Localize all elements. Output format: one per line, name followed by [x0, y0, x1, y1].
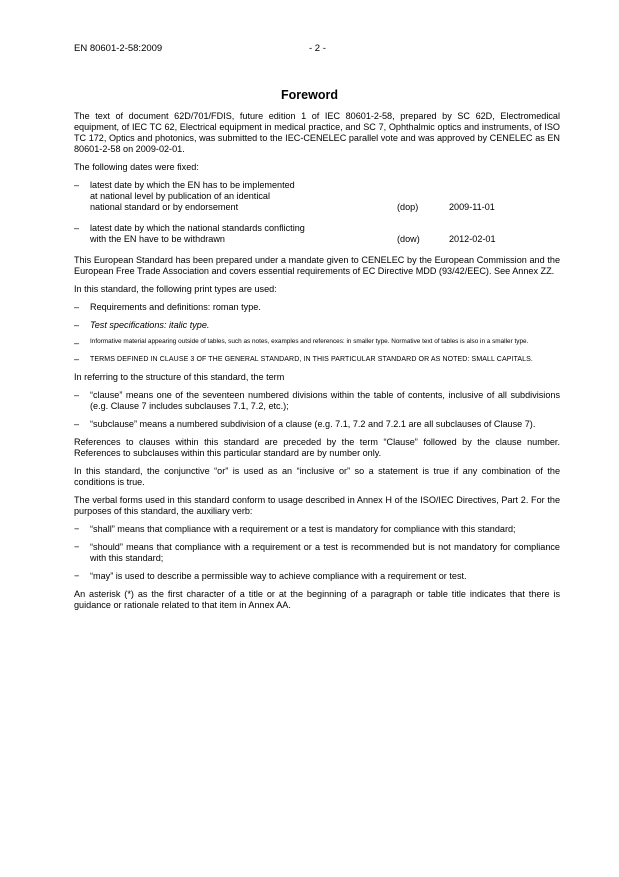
print-type-small: Informative material appearing outside of tables, such as notes, examples and references: in smaller type. Normative text of tables is also in a smaller type. — [90, 338, 529, 345]
print-types-intro: In this standard, the following print types are used: — [74, 284, 277, 294]
shall-definition: “shall” means that compliance with a requirement or a test is mandatory for compliance with this standard; — [90, 523, 516, 534]
list-dash: – — [74, 389, 80, 400]
list-dash: – — [74, 338, 80, 348]
date-line: at national level by publication of an identical — [90, 191, 270, 201]
print-type-roman: Requirements and definitions: roman type. — [90, 302, 261, 312]
page-number: - 2 - — [309, 43, 326, 54]
date-value: 2009-11-01 — [449, 202, 495, 212]
conjunctive-paragraph: In this standard, the conjunctive “or” is used as an “inclusive or” so a statement is true if any combination of the conditions is true. — [74, 465, 560, 487]
list-dash: − — [74, 570, 80, 581]
mandate-paragraph: This European Standard has been prepared under a mandate given to CENELEC by the European Commission and the European Free Trade Association and covers essential requirements of EC Directive MDD (93/42/EEC). See Annex ZZ. — [74, 255, 560, 276]
date-line: latest date by which the national standards conflicting — [90, 223, 305, 233]
clause-definition: “clause” means one of the seventeen numbered divisions within the table of contents, inclusive of all subdivisions (e.g. Clause 7 includes subclauses 7.1, 7.2, etc.); — [90, 389, 560, 411]
list-item — [74, 302, 560, 313]
may-definition: “may” is used to describe a permissible way to achieve compliance with a requirement or test. — [90, 570, 467, 581]
list-dash: − — [74, 541, 80, 552]
list-item — [74, 571, 560, 582]
date-line: with the EN have to be withdrawn — [90, 234, 225, 244]
list-item — [74, 390, 560, 412]
document-id: EN 80601-2-58:2009 — [74, 43, 163, 54]
section-title: Foreword — [281, 88, 338, 102]
date-row-dow — [74, 223, 560, 245]
date-row-dop — [74, 180, 560, 213]
list-dash: – — [74, 302, 80, 312]
verbal-forms-intro: The verbal forms used in this standard conform to usage described in Annex H of the ISO/IEC Directives, Part 2. For the purposes of this standard, the auxiliary verb: — [74, 494, 560, 516]
list-item — [74, 320, 560, 331]
list-dash: – — [74, 180, 80, 190]
list-dash: – — [74, 320, 80, 330]
print-type-small-caps: TERMS DEFINED IN CLAUSE 3 OF THE GENERAL STANDARD, IN THIS PARTICULAR STANDARD OR AS NOTED: SMALL CAPITALS. — [90, 355, 533, 363]
dates-intro: The following dates were fixed: — [74, 162, 199, 172]
document-body — [74, 111, 560, 618]
references-paragraph: References to clauses within this standard are preceded by the term “Clause” followed by the clause number. References to subclauses within this particular standard are by number only. — [74, 436, 560, 458]
should-definition: “should” means that compliance with a requirement or a test is recommended but is not mandatory for compliance with this standard; — [90, 541, 560, 563]
intro-paragraph: The text of document 62D/701/FDIS, future edition 1 of IEC 80601-2-58, prepared by SC 62D, Electromedical equipment, of IEC TC 62, Electrical equipment in medical practice, and SC 7, Ophthalmic optics and instruments, of ISO TC 172, Optics and photonics, was submitted to the IEC-CENELEC parallel vote and was approved by CENELEC as EN 80601-2-58 on 2009-02-01. — [74, 111, 560, 154]
list-dash: – — [74, 418, 80, 429]
list-item — [74, 354, 560, 365]
list-dash: – — [74, 223, 80, 233]
date-code: (dop) — [397, 202, 419, 212]
structure-intro: In referring to the structure of this standard, the term — [74, 371, 285, 382]
asterisk-paragraph: An asterisk (*) as the first character of a title or at the beginning of a paragraph or table title indicates that there is guidance or rationale related to that item in Annex AA. — [74, 588, 560, 610]
date-line: latest date by which the EN has to be implemented — [90, 180, 295, 190]
list-dash: – — [74, 353, 80, 364]
date-code: (dow) — [397, 234, 420, 244]
list-item — [74, 338, 560, 347]
subclause-definition: “subclause” means a numbered subdivision of a clause (e.g. 7.1, 7.2 and 7.2.1 are all subclauses of Clause 7). — [90, 418, 536, 429]
list-item — [74, 542, 560, 564]
date-line: national standard or by endorsement — [90, 202, 239, 212]
print-type-italic: Test specifications: italic type. — [90, 320, 210, 330]
list-item — [74, 524, 560, 535]
date-value: 2012-02-01 — [449, 234, 496, 244]
list-dash: − — [74, 523, 80, 534]
list-item — [74, 419, 560, 430]
